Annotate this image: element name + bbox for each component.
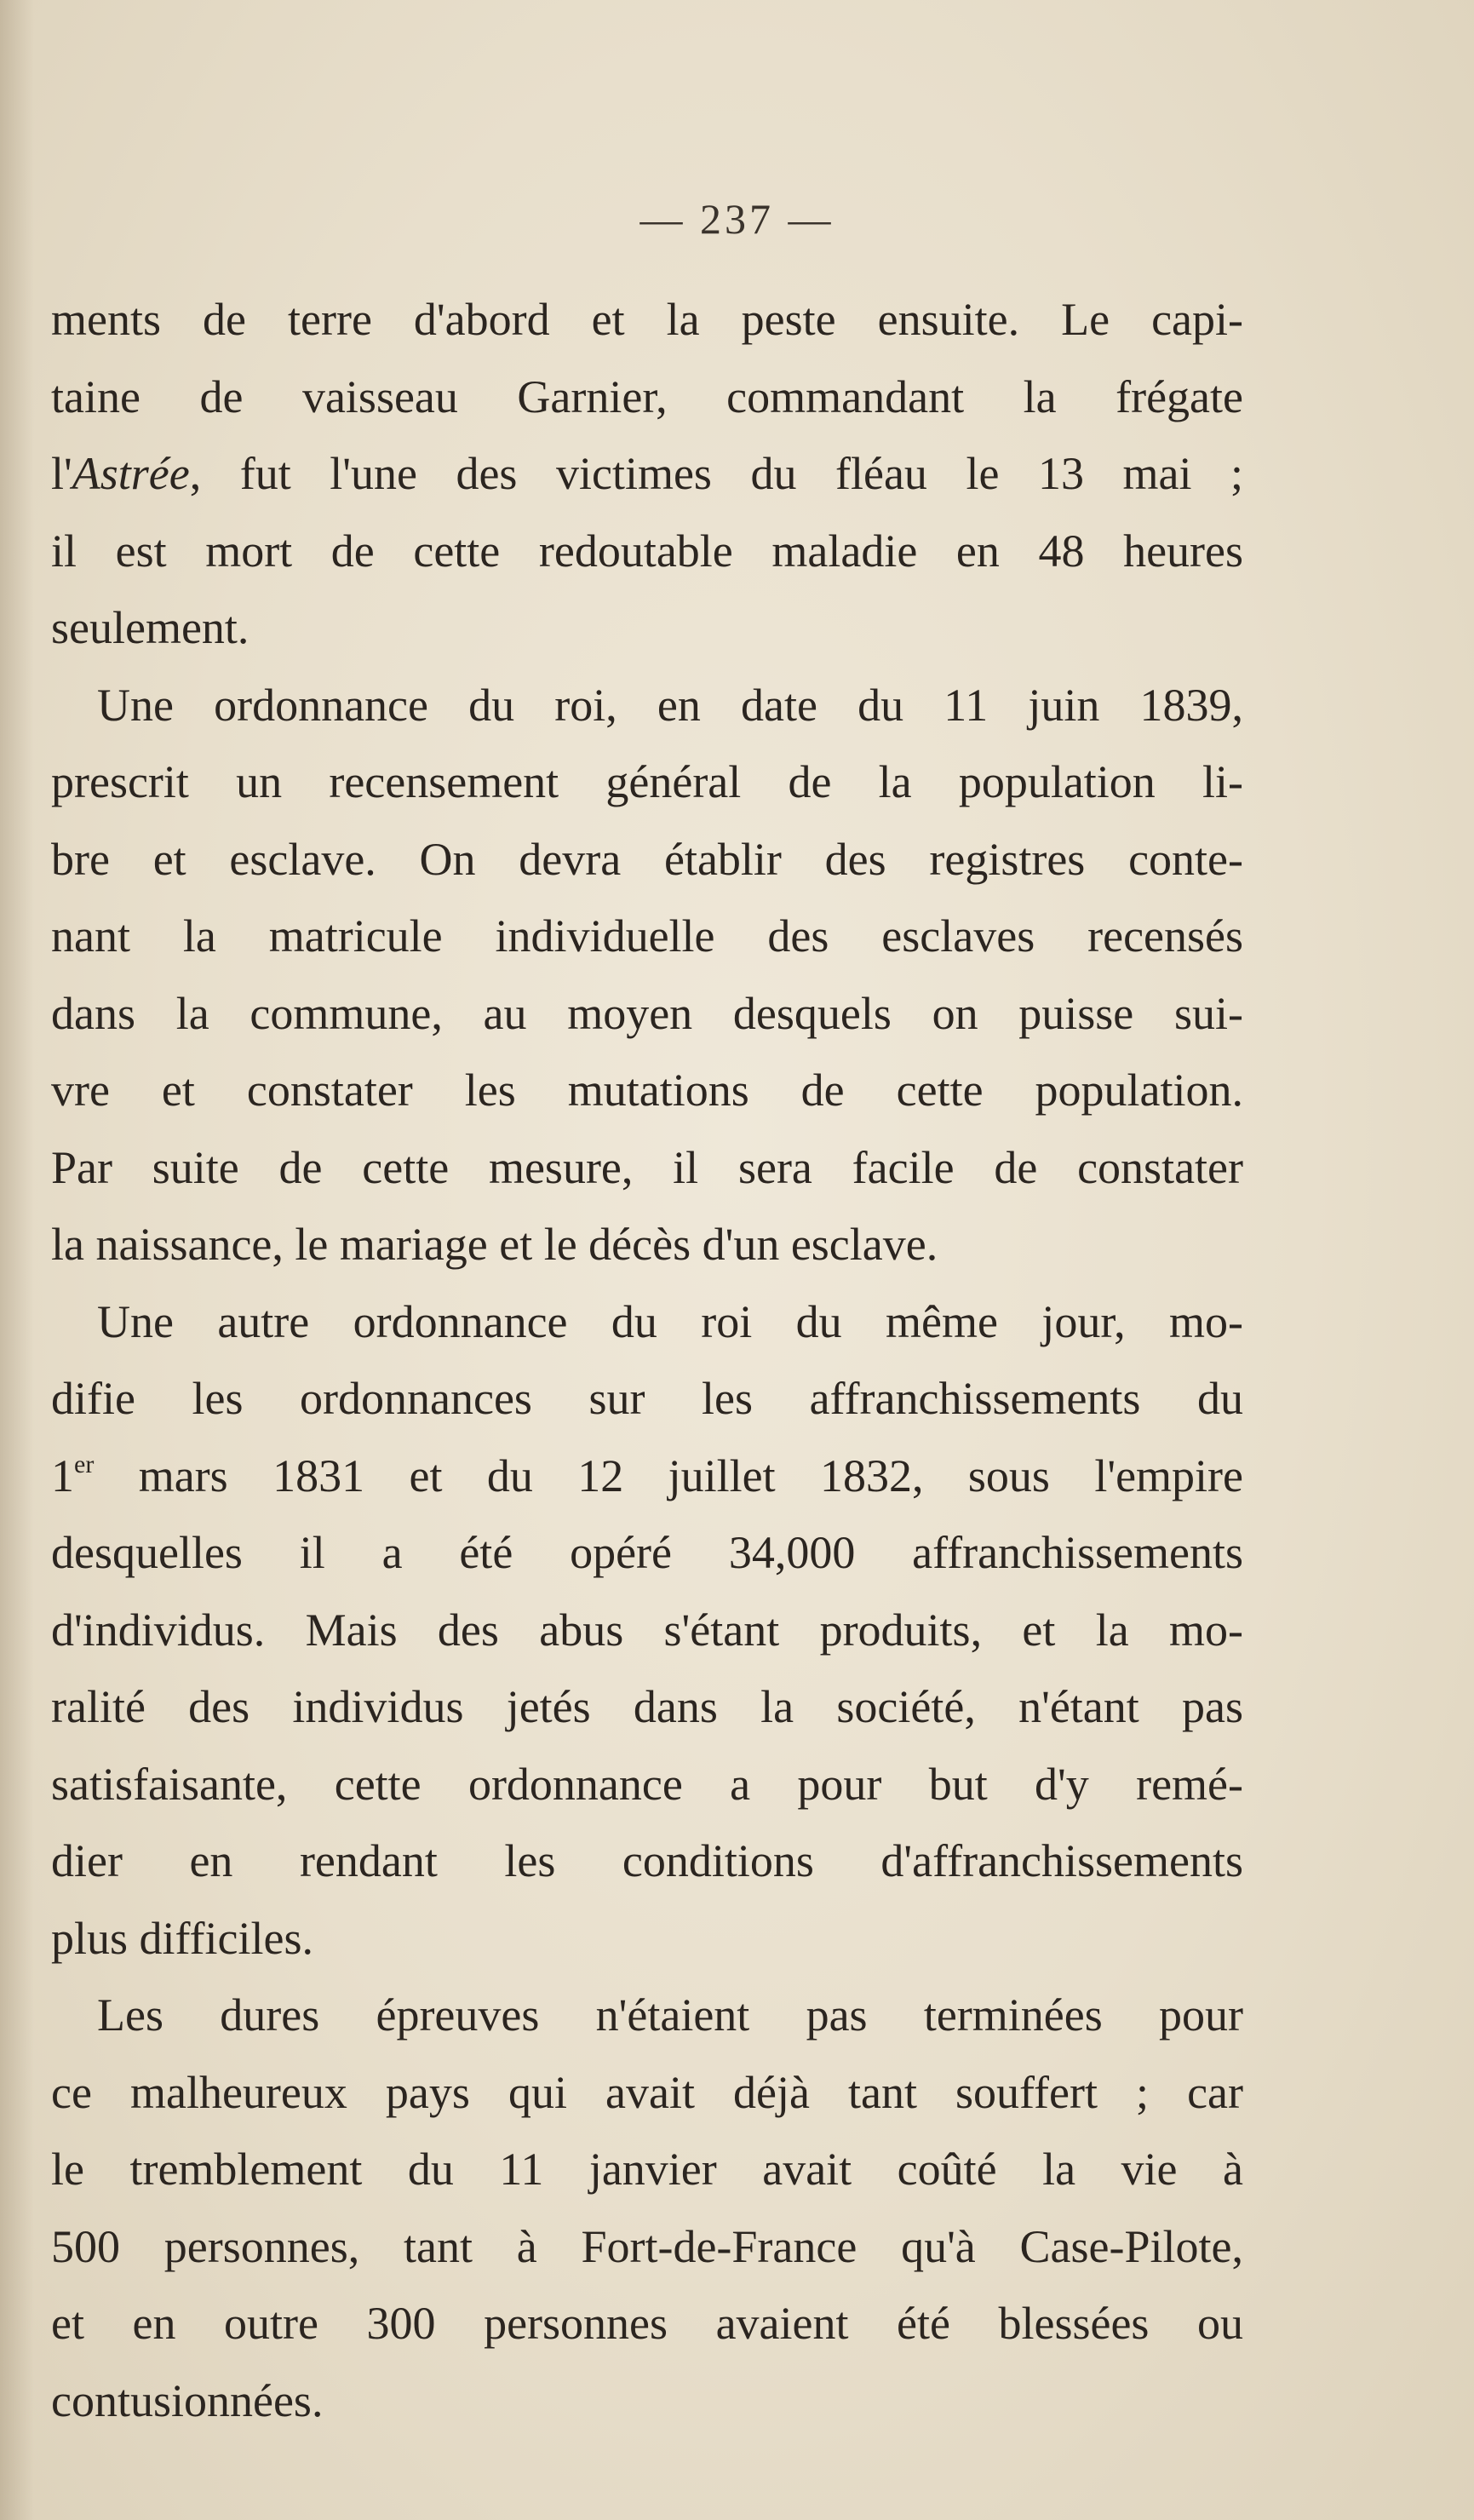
text-line: Une ordonnance du roi, en date du 11 juin 1839, bbox=[97, 679, 1243, 731]
text-line: nant la matricule individuelle des esclaves recensés bbox=[51, 910, 1243, 962]
ship-name: Astrée bbox=[72, 448, 190, 499]
text-line: l'Astrée, fut l'une des victimes du fléau le 13 mai ; bbox=[51, 448, 1243, 499]
text-line: contusionnées. bbox=[51, 2374, 324, 2426]
text-line: et en outre 300 personnes avaient été blessées ou bbox=[51, 2298, 1243, 2349]
text-line: seulement. bbox=[51, 602, 249, 653]
text-line: satisfaisante, cette ordonnance a pour but d'y remé- bbox=[51, 1758, 1243, 1810]
page-number: — 237 — bbox=[639, 195, 835, 243]
text-line: ralité des individus jetés dans la société, n'étant pas bbox=[51, 1681, 1243, 1732]
page-edge-shadow bbox=[0, 0, 34, 2520]
text-line: desquelles il a été opéré 34,000 affranchissements bbox=[51, 1527, 1243, 1578]
text-line: prescrit un recensement général de la population li- bbox=[51, 756, 1243, 807]
text-line: ce malheureux pays qui avait déjà tant souffert ; car bbox=[51, 2066, 1243, 2118]
text-line: taine de vaisseau Garnier, commandant la frégate bbox=[51, 370, 1243, 422]
text-line: le tremblement du 11 janvier avait coûté la vie à bbox=[51, 2144, 1243, 2195]
text-line: dier en rendant les conditions d'affranchissements bbox=[51, 1835, 1243, 1886]
text-line: bre et esclave. On devra établir des registres conte- bbox=[51, 833, 1243, 885]
text-line: la naissance, le mariage et le décès d'un esclave. bbox=[51, 1219, 938, 1270]
text-line: ments de terre d'abord et la peste ensuite. Le capi- bbox=[51, 294, 1243, 345]
text-line: difie les ordonnances sur les affranchissements du bbox=[51, 1373, 1243, 1424]
text-line: d'individus. Mais des abus s'étant produits, et la mo- bbox=[51, 1604, 1243, 1656]
text-line: vre et constater les mutations de cette population. bbox=[51, 1065, 1243, 1116]
text-line: il est mort de cette redoutable maladie en 48 heures bbox=[51, 525, 1243, 577]
text-line: Une autre ordonnance du roi du même jour, mo- bbox=[97, 1295, 1243, 1347]
text-line: Par suite de cette mesure, il sera facile de constater bbox=[51, 1141, 1243, 1193]
text-line: plus difficiles. bbox=[51, 1912, 313, 1964]
text-line: 1er mars 1831 et du 12 juillet 1832, sous l'empire bbox=[51, 1449, 1243, 1501]
text-line: dans la commune, au moyen desquels on puisse sui- bbox=[51, 987, 1243, 1039]
text-line: Les dures épreuves n'étaient pas terminées pour bbox=[97, 1989, 1243, 2041]
body-text bbox=[51, 281, 1243, 2439]
text-line: 500 personnes, tant à Fort-de-France qu'à Case-Pilote, bbox=[51, 2220, 1243, 2272]
